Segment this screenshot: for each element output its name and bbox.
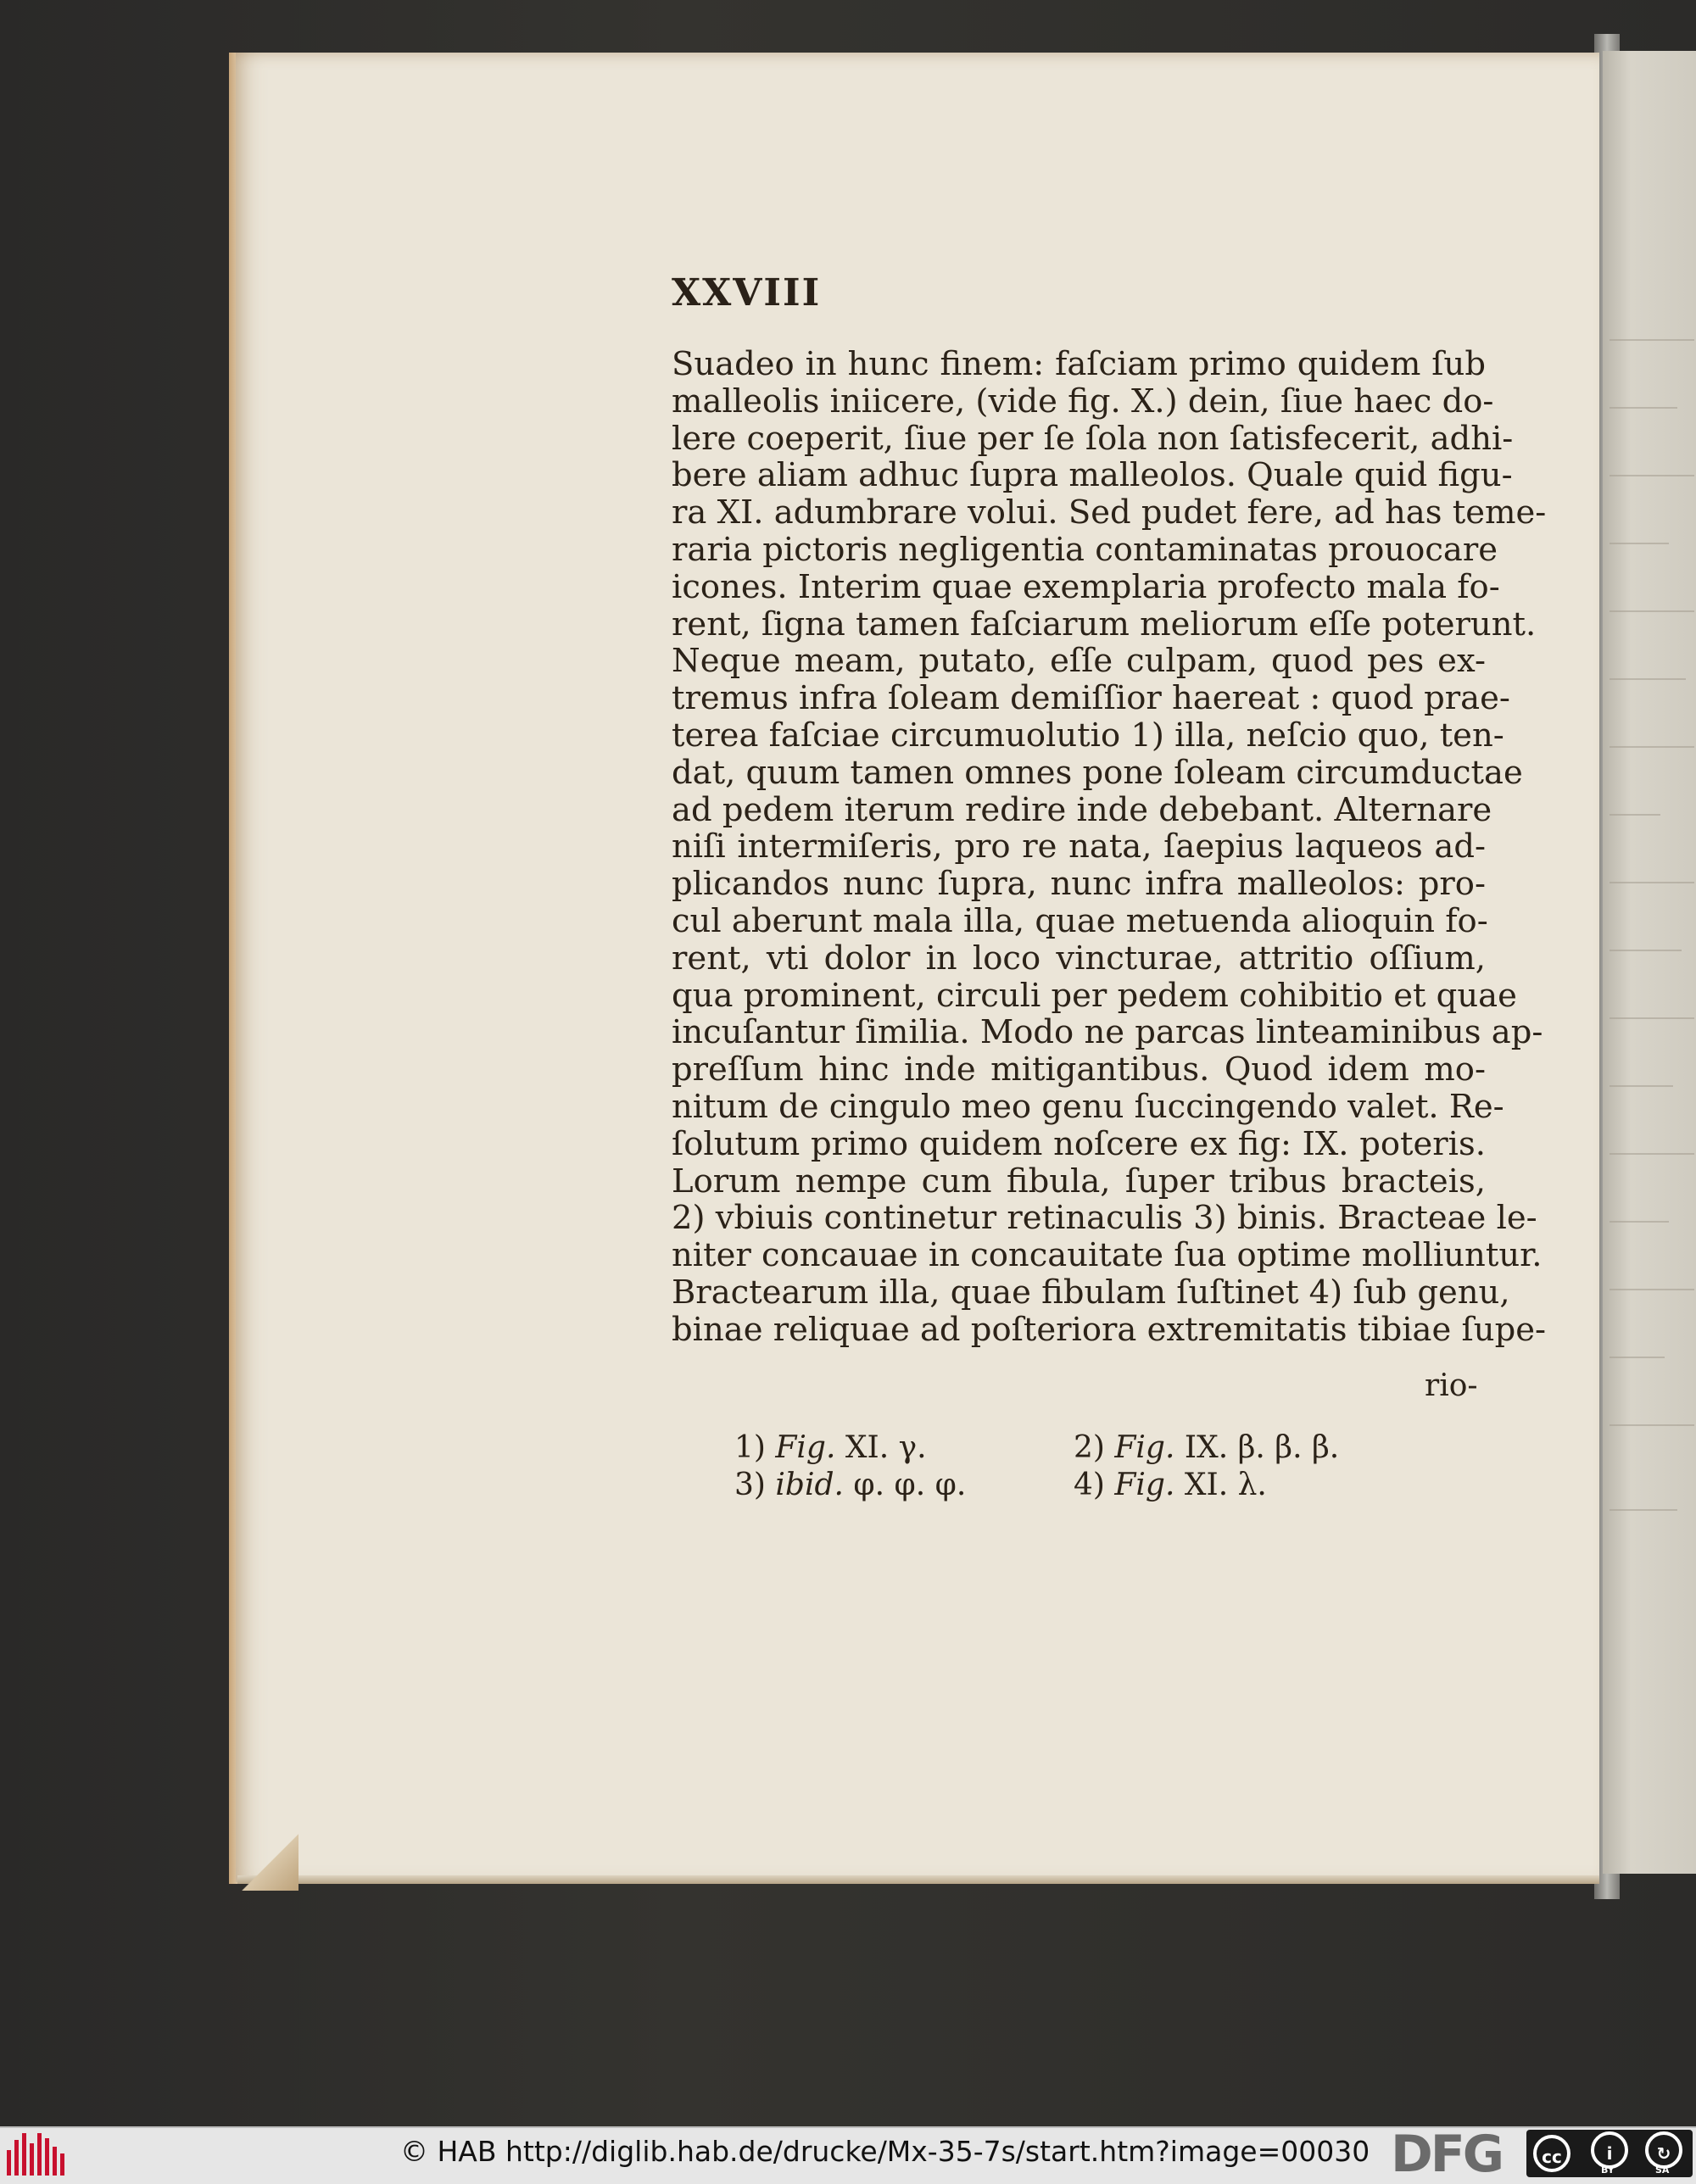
text-line: Suadeo in hunc finem: faſciam primo quidem ſub [672, 345, 1486, 383]
catchword: rio- [1425, 1368, 1478, 1403]
text-line: ra XI. adumbrare volui. Sed pudet fere, ad has teme- [672, 493, 1547, 532]
footnote-ref: Fig. [1114, 1430, 1175, 1465]
footnote [1074, 1467, 1267, 1504]
text-line: binae reliquae ad poſteriora extremitatis tibiae ſupe- [672, 1310, 1547, 1349]
footnote-mark: 3) [734, 1468, 766, 1502]
text-line: lere coeperit, ſiue per ſe ſola non ſatisfecerit, adhi- [672, 419, 1514, 458]
dfg-logo: DFG [1391, 2125, 1503, 2184]
text-line: cul aberunt mala illa, quae metuenda alioquin fo- [672, 901, 1488, 940]
text-line: bere aliam adhuc ſupra malleolos. Quale quid figu- [672, 456, 1513, 495]
footnote-ref: ibid. [775, 1468, 844, 1502]
body-text [672, 345, 1547, 1349]
footnote-ref: Fig. [775, 1430, 836, 1465]
footnote [734, 1429, 927, 1467]
footnote [1074, 1429, 1339, 1467]
text-line: incuſantur ſimilia. Modo ne parcas linteaminibus ap- [672, 1013, 1543, 1052]
text-line: icones. Interim quae exemplaria profecto mala fo- [672, 567, 1500, 606]
text-line: 2) vbiuis continetur retinaculis 3) binis. Bracteae le- [672, 1199, 1537, 1238]
footnote-ref: Fig. [1114, 1468, 1175, 1502]
text-line: preſſum hinc inde mitigantibus. Quod idem mo- [672, 1050, 1486, 1089]
text-line: plicandos nunc ſupra, nunc infra malleolos: pro- [672, 865, 1486, 904]
text-line: raria pictoris negligentia contaminatas prouocare [672, 530, 1498, 569]
text-line: Neque meam, putato, eſſe culpam, quod pes ex- [672, 642, 1486, 681]
copyright-link[interactable]: © HAB http://diglib.hab.de/drucke/Mx-35-7s/start.htm?image=00030 [400, 2135, 1370, 2168]
by-label: BY [1601, 2164, 1615, 2176]
text-line: ad pedem iterum redire inde debebant. Alternare [672, 790, 1492, 829]
cc-icon: cc [1533, 2135, 1570, 2172]
footnote-mark: 1) [734, 1430, 766, 1465]
page-number: XXVIII [672, 271, 822, 315]
text-line: niter concauae in concauitate ſua optime molliuntur. [672, 1236, 1543, 1275]
cc-license-badge[interactable] [1526, 2130, 1693, 2177]
footnote-mark: 2) [1074, 1430, 1105, 1465]
hab-logo-icon [7, 2133, 70, 2176]
adjacent-page [1603, 51, 1696, 1874]
text-line: malleolis iniicere, (vide fig. X.) dein, ſiue haec do- [672, 382, 1494, 421]
page-corner-fold [239, 1823, 298, 1891]
page-bottom-edge [237, 1875, 1599, 1884]
text-line: ſolutum primo quidem noſcere ex fig: IX. poteris. [672, 1124, 1486, 1163]
text-line: tremus infra ſoleam demiſſior haereat : quod prae- [672, 679, 1510, 718]
text-line: dat, quum tamen omnes pone ſoleam circumductae [672, 753, 1523, 792]
text-line: terea faſciae circumuolutio 1) illa, neſcio quo, ten- [672, 716, 1504, 755]
footnote-text: XI. γ. [845, 1430, 927, 1465]
text-line: niſi intermiſeris, pro re nata, ſaepius laqueos ad- [672, 827, 1486, 866]
footnote-mark: 4) [1074, 1468, 1105, 1502]
text-line: Bractearum illa, quae fibulam ſuſtinet 4) ſub genu, [672, 1273, 1510, 1312]
footnote-text: IX. β. β. β. [1184, 1430, 1340, 1465]
footnote-text: φ. φ. φ. [853, 1468, 967, 1502]
text-line: rent, ſigna tamen faſciarum meliorum eſſe poterunt. [672, 604, 1537, 644]
sa-label: SA [1655, 2164, 1670, 2176]
text-line: nitum de cingulo meo genu ſuccingendo valet. Re- [672, 1087, 1504, 1126]
footnote-text: XI. λ. [1184, 1468, 1267, 1502]
text-line: rent, vti dolor in loco vincturae, attritio oſſium, [672, 939, 1486, 978]
footnote [734, 1467, 966, 1504]
text-line: qua prominent, circuli per pedem cohibitio et quae [672, 976, 1517, 1015]
sa-icon: ↻ [1645, 2131, 1682, 2169]
text-line: Lorum nempe cum fibula, ſuper tribus bracteis, [672, 1162, 1486, 1201]
by-icon: i [1591, 2131, 1628, 2169]
